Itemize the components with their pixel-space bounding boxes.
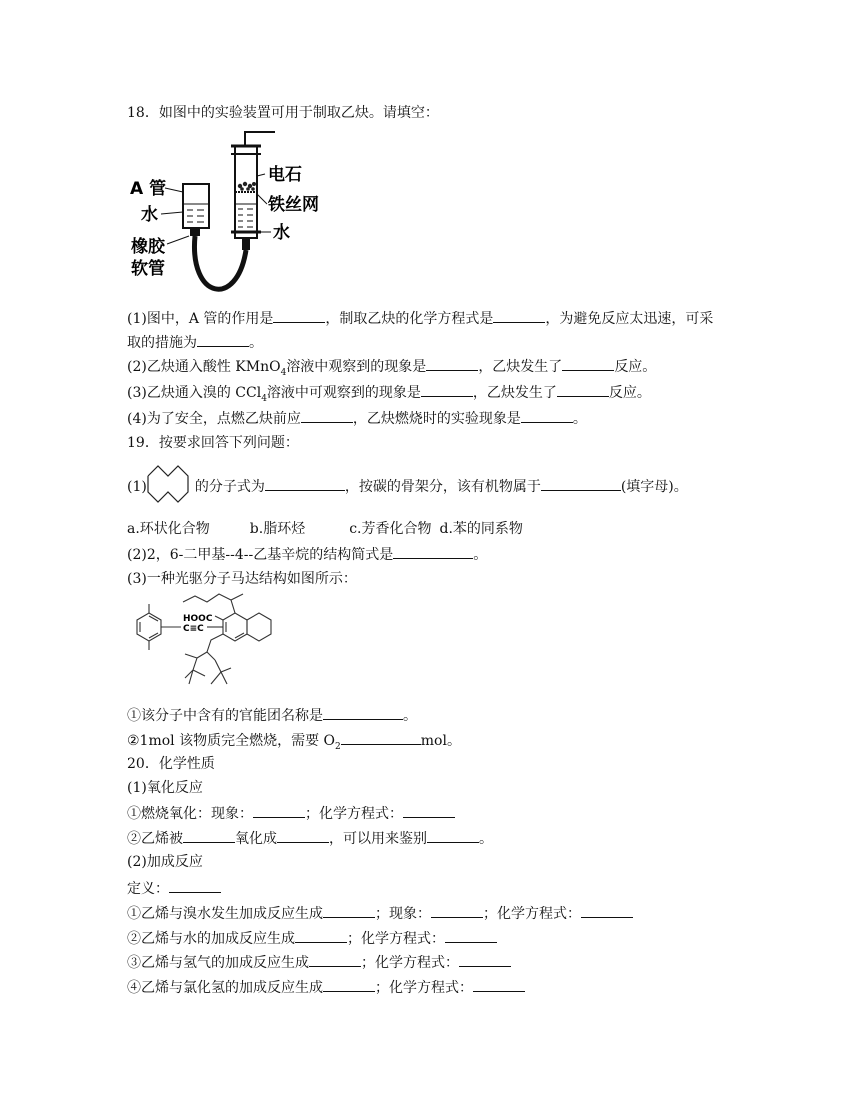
- label-water-left: 水: [141, 205, 158, 225]
- q18-part4: (4)为了安全，点燃乙炔前应 ，乙炔燃烧时的实验现象是 。: [127, 411, 587, 427]
- q19-part3: (3)一种光驱分子马达结构如图所示：: [127, 571, 357, 587]
- label-rubber-1: 橡胶: [131, 237, 165, 257]
- q20-heading-addition: (2)加成反应: [127, 854, 203, 870]
- hooc-label: HOOC: [183, 614, 213, 624]
- q20-addition1: ①乙烯与溴水发生加成反应生成 ；现象： ；化学方程式：: [127, 904, 633, 923]
- q20-line1: ①燃烧氧化：现象： ；化学方程式：: [127, 804, 455, 823]
- q18-title: 18．如图中的实验装置可用于制取乙炔。请填空：: [127, 105, 439, 121]
- label-rubber-2: 软管: [131, 259, 165, 279]
- q20-line2: ②乙烯被 氧化成 ，可以用来鉴别 。: [127, 831, 493, 847]
- q18-part3: (3)乙炔通入溴的 CCl$_4$溶液中可观察到的现象是 ，乙炔发生了 反应。: [127, 385, 651, 404]
- q20-definition: 定义：: [127, 879, 221, 898]
- q18-part2: (2)乙炔通入酸性 KMnO$_4$溶液中观察到的现象是 ，乙炔发生了 反应。: [127, 359, 657, 378]
- molecular-motor-structure: [127, 590, 277, 696]
- acetylene-apparatus-figure: [127, 124, 357, 309]
- q19-part2: (2)2，6-二甲基--4--乙基辛烷的结构简式是 。: [127, 547, 488, 563]
- q20-title: 20．化学性质: [127, 756, 215, 772]
- q20-addition4: ④乙烯与氯化氢的加成反应生成 ；化学方程式：: [127, 978, 525, 997]
- q19-options: a.环状化合物 b.脂环烃 c.芳香化合物 d.苯的同系物: [127, 521, 523, 537]
- label-carbide: 电石: [268, 165, 302, 185]
- q20-addition3: ③乙烯与氢气的加成反应生成 ；化学方程式：: [127, 953, 511, 972]
- q19-sub2: ②1mol 该物质完全燃烧，需要 $O_2$ mol。: [127, 733, 461, 752]
- triple-bond-label: C≡C: [183, 624, 204, 634]
- label-mesh: 铁丝网: [268, 195, 319, 215]
- q19-title: 19．按要求回答下列问题：: [127, 435, 299, 451]
- label-a-tube: A 管: [130, 179, 167, 199]
- q18-part1-line1: (1)图中，A 管的作用是 ，制取乙炔的化学方程式是 ，为避免反应太迅速，可采: [127, 311, 714, 327]
- q19-sub1: ①该分子中含有的官能团名称是 。: [127, 708, 417, 724]
- q18-part1-line2: 取的措施为 。: [127, 335, 263, 351]
- q20-heading-oxidation: (1)氧化反应: [127, 780, 203, 796]
- q20-addition2: ②乙烯与水的加成反应生成 ；化学方程式：: [127, 929, 497, 948]
- label-water-right: 水: [273, 223, 290, 243]
- cyclic-molecule-skeleton: [144, 462, 192, 508]
- q19-part1: (1) 的分子式为 ，按碳的骨架分，该有机物属于 (填字母)。: [127, 479, 688, 495]
